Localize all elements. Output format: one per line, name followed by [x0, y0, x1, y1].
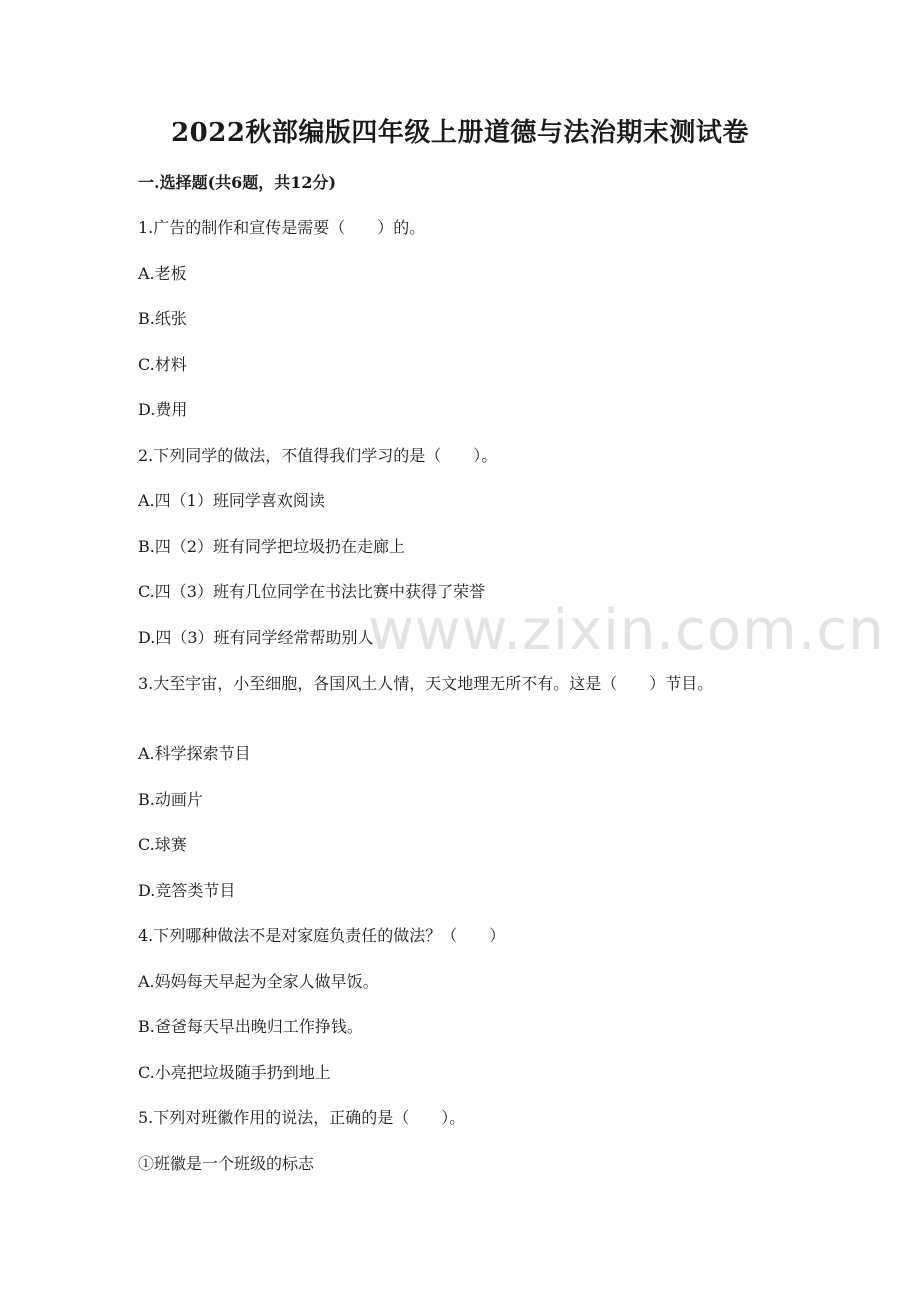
answer-option: D.费用: [138, 400, 188, 419]
answer-option: A.妈妈每天早起为全家人做早饭。: [138, 972, 379, 991]
answer-option: C.球赛: [138, 835, 187, 854]
answer-option: D.竞答类节目: [138, 881, 236, 900]
answer-option: A.老板: [138, 264, 187, 283]
question-stem: 3.大至宇宙，小至细胞，各国风土人情，天文地理无所不有。这是（ ）节目。: [138, 674, 714, 693]
answer-option: B.爸爸每天早出晚归工作挣钱。: [138, 1017, 363, 1036]
question-stem: 4.下列哪种做法不是对家庭负责任的做法？（ ）: [138, 926, 506, 945]
answer-option: C.小亮把垃圾随手扔到地上: [138, 1063, 331, 1082]
answer-option: A.四（1）班同学喜欢阅读: [138, 491, 325, 510]
section-heading: 一.选择题(共6题，共12分): [138, 173, 337, 192]
answer-statement: ①班徽是一个班级的标志: [138, 1154, 315, 1173]
question-stem: 5.下列对班徽作用的说法，正确的是（ ）。: [138, 1108, 466, 1127]
answer-option: C.材料: [138, 355, 187, 374]
answer-option: D.四（3）班有同学经常帮助别人: [138, 628, 374, 647]
answer-option: A.科学探索节目: [138, 744, 251, 763]
answer-option: B.动画片: [138, 790, 203, 809]
answer-option: B.纸张: [138, 309, 187, 328]
question-stem: 2.下列同学的做法，不值得我们学习的是（ ）。: [138, 446, 498, 465]
answer-option: C.四（3）班有几位同学在书法比赛中获得了荣誉: [138, 582, 485, 601]
page-title: 2022秋部编版四年级上册道德与法治期末测试卷: [171, 118, 749, 148]
answer-option: B.四（2）班有同学把垃圾扔在走廊上: [138, 537, 406, 556]
question-stem: 1.广告的制作和宣传是需要（ ）的。: [138, 218, 426, 237]
watermark: www.zixin.com.cn: [368, 598, 885, 663]
